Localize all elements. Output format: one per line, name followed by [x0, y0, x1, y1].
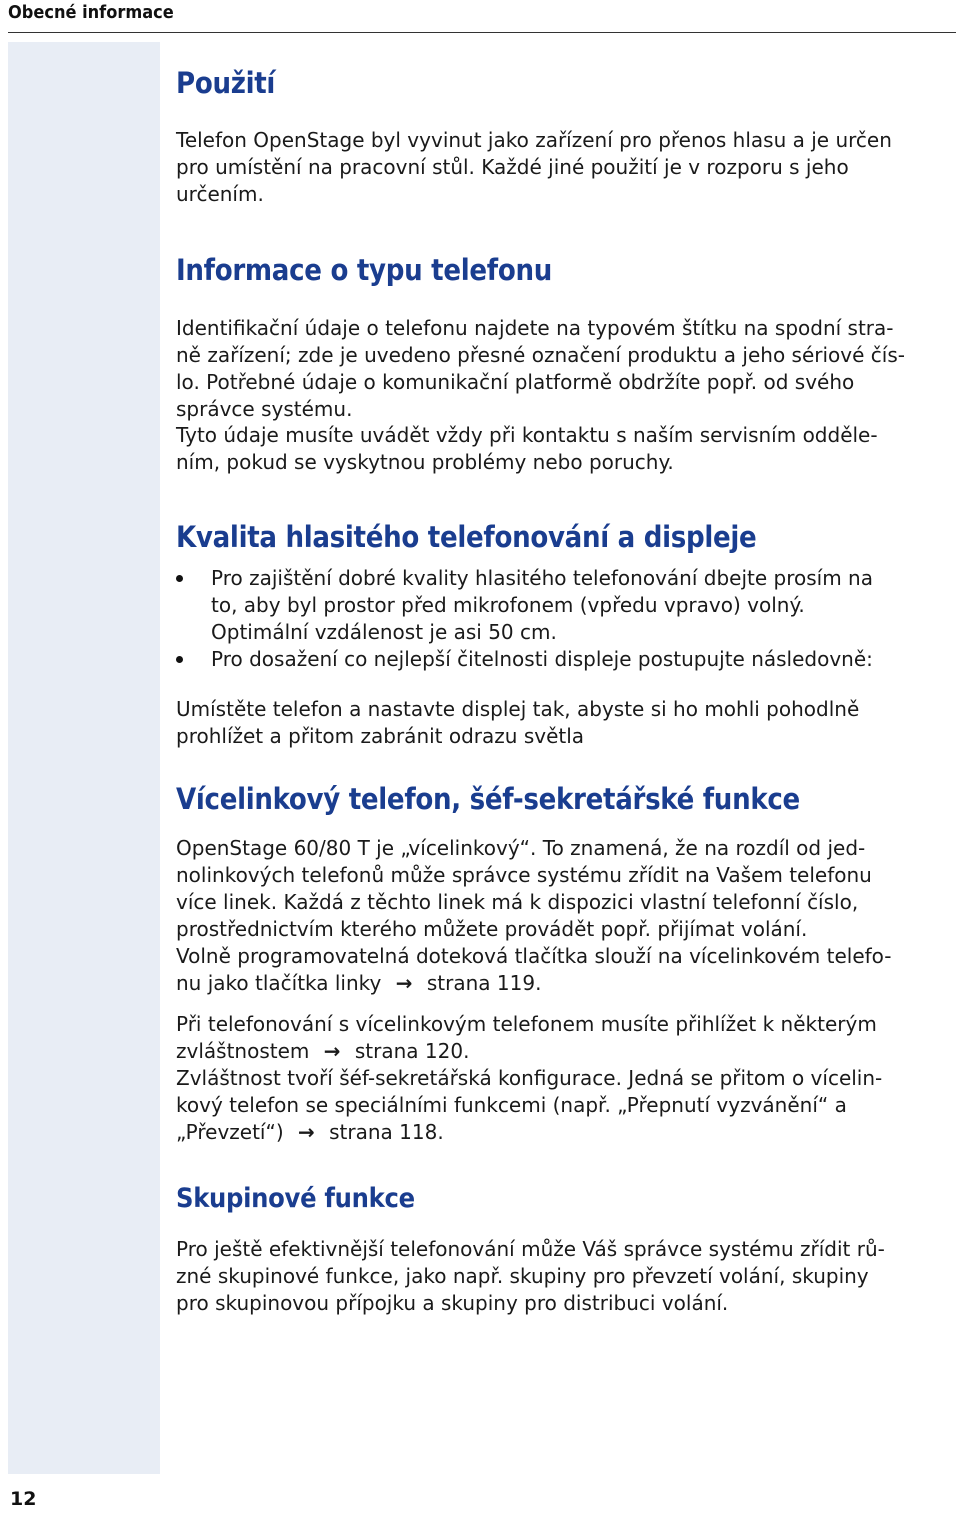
- text-line: Identifikační údaje o telefonu najdete na typovém štítku na spodní stra-: [176, 316, 894, 340]
- paragraph-pouziti: [176, 127, 952, 208]
- page-header-title: Obecné informace: [8, 2, 174, 23]
- text-line: prohlížet a přitom zabránit odrazu světla: [176, 724, 585, 748]
- text-fragment: zvláštnostem: [176, 1039, 310, 1063]
- bullet-icon: [176, 575, 183, 582]
- text-fragment: „Převzetí“): [176, 1120, 284, 1144]
- paragraph-vicelinkovy-3: [176, 1011, 952, 1146]
- arrow-right-icon: →: [395, 971, 413, 995]
- text-line: Při telefonování s vícelinkovým telefonem musíte přihlížet k některým: [176, 1012, 877, 1036]
- text-fragment: nu jako tlačítka linky: [176, 971, 382, 995]
- paragraph-informace-1: [176, 315, 952, 423]
- text-line: Volně programovatelná doteková tlačítka slouží na vícelinkovém telefo-: [176, 944, 892, 968]
- text-line: Pro zajištění dobré kvality hlasitého telefonování dbejte prosím na: [211, 566, 873, 590]
- text-line: pro umístění na pracovní stůl. Každé jiné použití je v rozporu s jeho: [176, 155, 849, 179]
- heading-skupinove: Skupinové funkce: [176, 1183, 415, 1214]
- paragraph-informace-2: [176, 422, 952, 476]
- bullet-icon: [176, 656, 183, 663]
- paragraph-skupinove: [176, 1236, 952, 1317]
- text-line: Telefon OpenStage byl vyvinut jako zařízení pro přenos hlasu a je určen: [176, 128, 892, 152]
- text-line-with-reference: [176, 970, 541, 997]
- page-reference[interactable]: strana 118.: [329, 1120, 444, 1144]
- arrow-right-icon: →: [298, 1120, 315, 1144]
- text-line: více linek. Každá z těchto linek má k dispozici vlastní telefonní číslo,: [176, 890, 859, 914]
- text-line: lo. Potřebné údaje o komunikační platformě obdržíte popř. od svého: [176, 370, 855, 394]
- text-line: Pro dosažení co nejlepší čitelnosti displeje postupujte následovně:: [211, 647, 873, 671]
- heading-informace: Informace o typu telefonu: [176, 253, 552, 287]
- list-item: [173, 646, 949, 673]
- text-line-with-reference: [176, 1038, 469, 1065]
- page-number: 12: [10, 1488, 37, 1510]
- text-line-with-reference: [176, 1119, 444, 1146]
- paragraph-vicelinkovy-1: [176, 835, 952, 997]
- page-reference[interactable]: strana 119.: [426, 971, 542, 995]
- text-line: pro skupinovou přípojku a skupiny pro distribuci volání.: [176, 1291, 729, 1315]
- text-line: Umístěte telefon a nastavte displej tak, abyste si ho mohli pohodlně: [176, 697, 860, 721]
- text-line: OpenStage 60/80 T je „vícelinkový“. To znamená, že na rozdíl od jed-: [176, 836, 866, 860]
- text-line: Pro ještě efektivnější telefonování může Váš správce systému zřídit rů-: [176, 1237, 885, 1261]
- paragraph-kvalita: [176, 696, 952, 750]
- text-line: zné skupinové funkce, jako např. skupiny pro převzetí volání, skupiny: [176, 1264, 869, 1288]
- text-line: ně zařízení; zde je uvedeno přesné označení produktu a jeho sériové čís-: [176, 343, 905, 367]
- page-reference[interactable]: strana 120.: [354, 1039, 470, 1063]
- heading-vicelinkovy: Vícelinkový telefon, šéf-sekretářské funkce: [176, 782, 800, 816]
- text-line: prostřednictvím kterého můžete provádět popř. přijímat volání.: [176, 917, 808, 941]
- header-rule: [8, 32, 956, 33]
- text-line: kový telefon se speciálními funkcemi (např. „Přepnutí vyzvánění“ a: [176, 1093, 847, 1117]
- list-item: [173, 565, 949, 646]
- heading-kvalita: Kvalita hlasitého telefonování a displeje: [176, 520, 757, 554]
- text-line: Optimální vzdálenost je asi 50 cm.: [211, 620, 557, 644]
- text-line: nolinkových telefonů může správce systému zřídit na Vašem telefonu: [176, 863, 872, 887]
- text-line: to, aby byl prostor před mikrofonem (vpředu vpravo) volný.: [211, 593, 805, 617]
- heading-pouziti: Použití: [176, 66, 276, 100]
- text-line: Zvláštnost tvoří šéf-sekretářská konfigurace. Jedná se přitom o vícelin-: [176, 1066, 883, 1090]
- bullet-list-kvalita: [173, 565, 949, 673]
- arrow-right-icon: →: [323, 1039, 341, 1063]
- side-panel: [8, 42, 160, 1474]
- text-line: určením.: [176, 182, 264, 206]
- text-line: Tyto údaje musíte uvádět vždy při kontaktu s naším servisním odděle-: [176, 423, 878, 447]
- text-line: ním, pokud se vyskytnou problémy nebo poruchy.: [176, 450, 674, 474]
- text-line: správce systému.: [176, 397, 353, 421]
